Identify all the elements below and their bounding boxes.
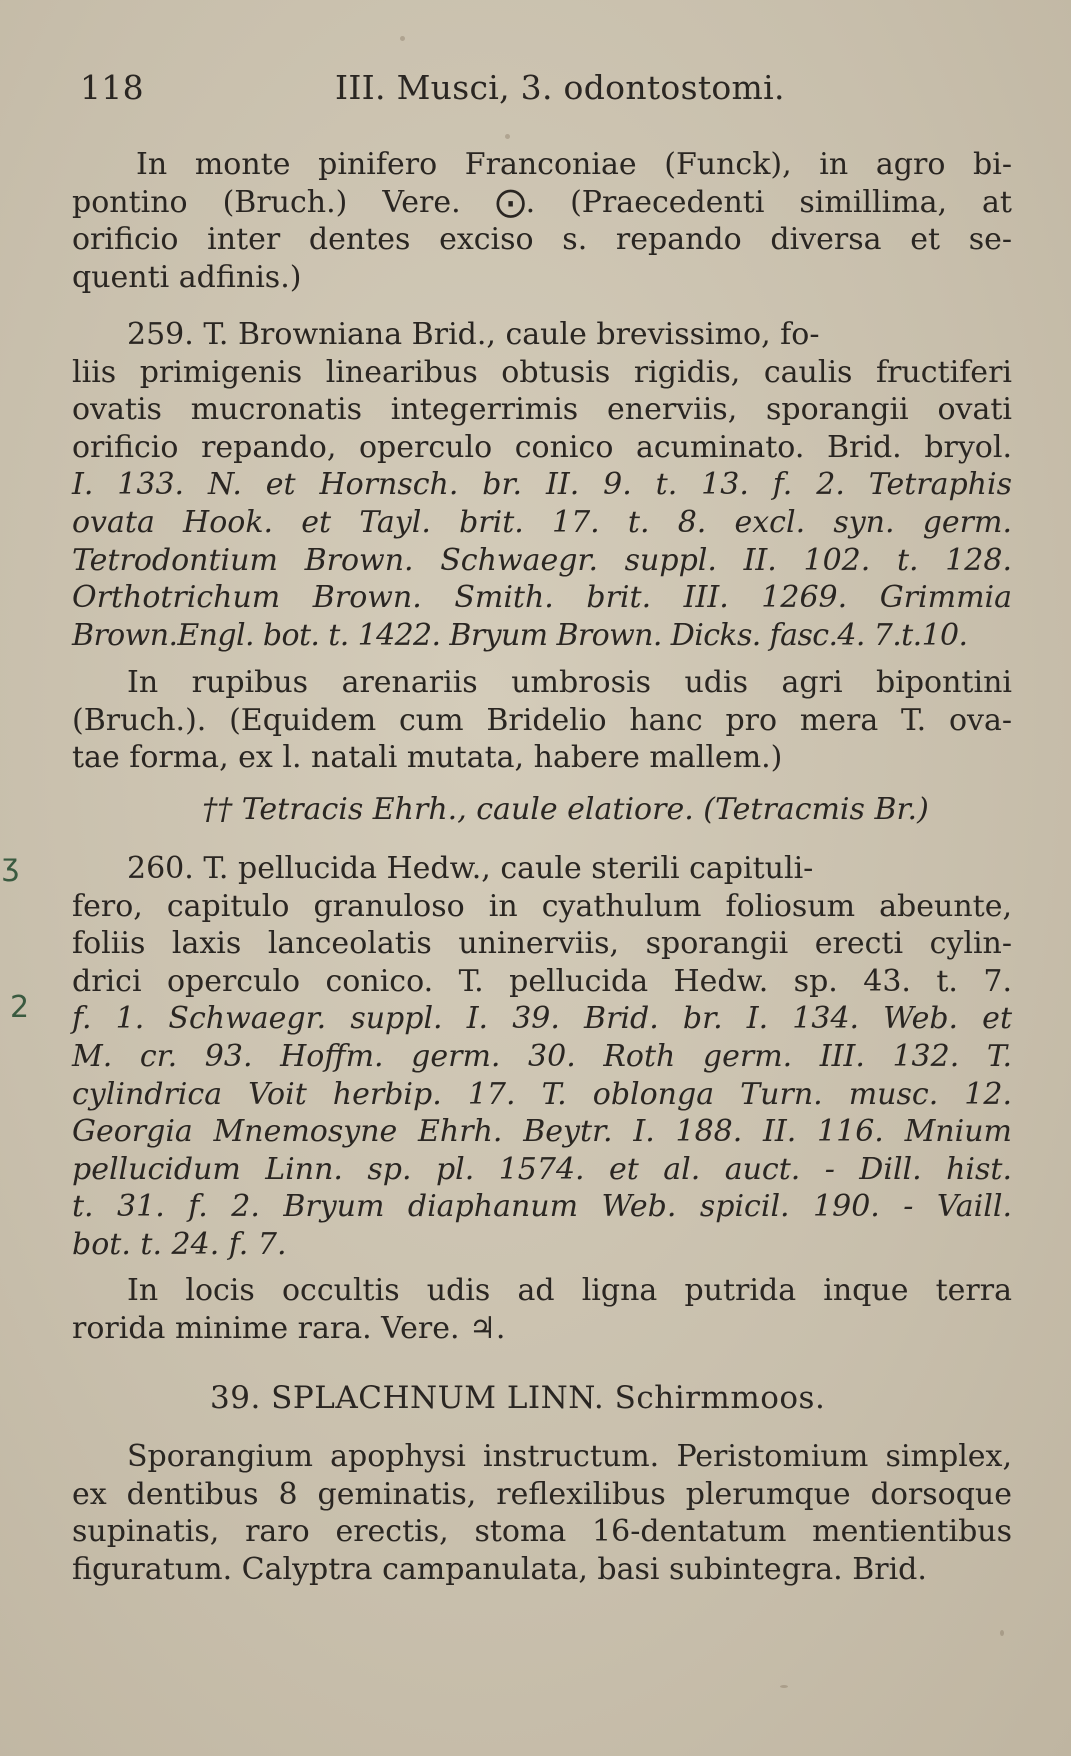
citation-line: Brown.Engl. bot. t. 1422. Bryum Brown. Dicks. fasc.4. 7.t.10. [72,617,968,653]
citation-line: ovata Hook. et Tayl. brit. 17. t. 8. excl. syn. germ. [72,504,1012,540]
genus-description [72,1438,1012,1588]
page-number: 118 [80,68,144,107]
text-line: pontino (Bruch.) Vere. ⨀. (Praecedenti simillima, at [72,184,1012,220]
entry-260-habitat [72,1272,1012,1347]
citation-line: M. cr. 93. Hoffm. germ. 30. Roth germ. III. 132. T. [72,1038,1012,1074]
text-line: ex dentibus 8 geminatis, reflexilibus plerumque dorsoque [72,1476,1012,1512]
entry-259 [72,316,1012,654]
citation-line: pellucidum Linn. sp. pl. 1574. et al. auct. - Dill. hist. [72,1151,1012,1187]
text-line: figuratum. Calyptra campanulata, basi subintegra. Brid. [72,1551,927,1587]
running-header [80,68,980,112]
entry-260 [72,850,1012,1264]
text-line: ovatis mucronatis integerrimis enerviis, sporangii ovati [72,392,1012,428]
citation-line: Orthotrichum Brown. Smith. brit. III. 1269. Grimmia [72,580,1012,616]
text-line: supinatis, raro erectis, stoma 16-dentatum mentientibus [72,1514,1012,1550]
genus-heading-splachnum: 39. SPLACHNUM LINN. Schirmmoos. [210,1380,826,1416]
text-line: In monte pinifero Franconiae (Funck), in agro bi- [136,147,1012,182]
citation-line: I. 133. N. et Hornsch. br. II. 9. t. 13. f. 2. Tetraphis [72,467,1012,503]
text-line: foliis laxis lanceolatis uninerviis, sporangii erecti cylin- [72,926,1012,962]
paper-spot [400,36,405,41]
text-line: fero, capitulo granuloso in cyathulum foliosum abeunte, [72,888,1012,924]
entry-heading-line: 259. T. Browniana Brid., caule brevissimo, fo- [127,317,820,352]
paragraph-habitat-previous [72,146,1012,296]
text-line: orificio inter dentes exciso s. repando diversa et se- [72,222,1012,258]
text-line: In rupibus arenariis umbrosis udis agri bipontini [127,665,1012,700]
text-line: (Bruch.). (Equidem cum Bridelio hanc pro mera T. ova- [72,702,1012,738]
margin-mark: 2 [10,990,30,1025]
citation-line: t. 31. f. 2. Bryum diaphanum Web. spicil. 190. - Vaill. [72,1189,1012,1225]
text-line: Sporangium apophysi instructum. Peristomium simplex, [127,1439,1012,1474]
running-title: III. Musci, 3. odontostomi. [335,68,785,107]
margin-mark: ʒ [2,848,20,883]
citation-line: Tetrodontium Brown. Schwaegr. suppl. II. 102. t. 128. [72,542,1012,578]
entry-259-habitat [72,664,1012,777]
paper-spot [505,134,510,139]
paper-spot [780,1685,788,1688]
text-line: liis primigenis linearibus obtusis rigidis, caulis fructiferi [72,354,1012,390]
entry-heading-line: 260. T. pellucida Hedw., caule sterili capituli- [127,851,814,886]
citation-line: bot. t. 24. f. 7. [72,1226,287,1262]
citation-line: cylindrica Voit herbip. 17. T. oblonga Turn. musc. 12. [72,1076,1012,1112]
text-line: rorida minime rara. Vere. ♃. [72,1310,506,1346]
subheading-tetracis: †† Tetracis Ehrh., caule elatiore. (Tetracmis Br.) [202,792,929,827]
text-line: quenti adfinis.) [72,259,302,295]
text-line: In locis occultis udis ad ligna putrida inque terra [127,1273,1012,1308]
text-line: tae forma, ex l. natali mutata, habere mallem.) [72,740,783,776]
paper-spot [1000,1630,1004,1636]
citation-line: Georgia Mnemosyne Ehrh. Beytr. I. 188. II. 116. Mnium [72,1114,1012,1150]
text-line: drici operculo conico. T. pellucida Hedw. sp. 43. t. 7. [72,963,1012,999]
citation-line: f. 1. Schwaegr. suppl. I. 39. Brid. br. I. 134. Web. et [72,1001,1012,1037]
text-line: orificio repando, operculo conico acuminato. Brid. bryol. [72,429,1012,465]
